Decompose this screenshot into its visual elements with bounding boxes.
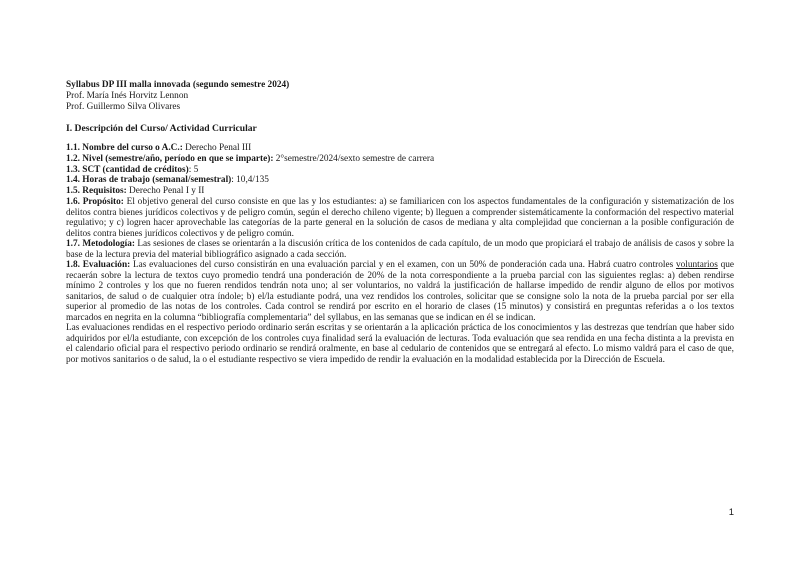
item-sct-label: 1.3. SCT (cantidad de créditos)	[66, 164, 189, 175]
item-evaluacion-label: 1.8. Evaluación:	[66, 260, 131, 271]
item-nivel	[66, 154, 734, 165]
item-nombre-label: 1.1. Nombre del curso o A.C.:	[66, 142, 183, 153]
item-proposito	[66, 197, 734, 239]
item-requisitos-label: 1.5. Requisitos:	[66, 186, 127, 197]
item-requisitos	[66, 186, 734, 197]
item-metodologia-label: 1.7. Metodología:	[66, 239, 135, 250]
closing-paragraph: Las evaluaciones rendidas en el respectivo periodo ordinario serán escritas y se orientarán a la aplicación práctica de los conocimientos y las destrezas que tendrían que haber sido adquiridos por el/la estudiante, con excepción de los controles cuya finalidad será la evaluación de lecturas. Toda evaluación que sea rendida en una fecha distinta a la prevista en el calendario oficial para el respectivo periodo ordinario se rendirá oralmente, en base al cedulario de contenidos que se entregará al efecto. Lo mismo valdrá para el caso de que, por motivos sanitarios o de salud, la o el estudiante respectivo se viera impedido de rendir la evaluación en la modalidad establecida por la Dirección de Escuela.	[66, 323, 734, 365]
item-evaluacion-text-a: Las evaluaciones del curso consistirán en una evaluación parcial y en el examen, con un 50% de ponderación cada una. Habrá cuatro controles	[130, 260, 676, 271]
item-metodologia	[66, 239, 734, 260]
item-horas-value: : 10,4/135	[231, 175, 269, 186]
section-heading: I. Descripción del Curso/ Actividad Curricular	[66, 122, 257, 134]
syllabus-page	[66, 80, 734, 365]
professor-1: Prof. María Inés Horvitz Lennon	[66, 90, 189, 101]
document-title: Syllabus DP III malla innovada (segundo semestre 2024)	[66, 80, 290, 90]
page-number: 1	[728, 507, 734, 518]
item-nivel-label: 1.2. Nivel (semestre/año, período en que se imparte):	[66, 153, 274, 164]
item-evaluacion-text-b: que recaerán sobre la lectura de textos cuyo promedio tendrá una ponderación de 20% de la nota correspondiente a la prueba parcial con las siguientes reglas: a) deben rendirse mínimo 2 controles y los que no fueren rendidos tendrán nota uno; al ser voluntarios, no valdrá la justificación de hallarse impedido de rendir alguno de ellos por motivos sanitarios, de salud o de cualquier otra índole; b) el/la estudiante podrá, una vez rendidos los controles, solicitar que se consigne solo la nota de la prueba parcial por ser ella superior al promedio de las notas de los controles. Cada control se rendirá por escrito en el horario de clases (15 minutos) y consistirá en preguntas referidas a o los textos marcados en negrita en la columna “bibliografía complementaria” del syllabus, en las semanas que se indican en él se indican.	[66, 260, 735, 323]
item-nivel-value: 2°semestre/2024/sexto semestre de carrera	[273, 153, 435, 164]
item-sct-value: : 5	[188, 164, 199, 175]
item-horas-label: 1.4. Horas de trabajo (semanal/semestral)	[66, 175, 232, 186]
item-nombre-value: Derecho Penal III	[182, 142, 252, 153]
item-evaluacion-underlined: voluntarios	[675, 260, 718, 271]
item-horas	[66, 175, 734, 186]
item-proposito-label: 1.6. Propósito:	[66, 197, 124, 208]
item-nombre	[66, 143, 734, 154]
item-requisitos-value: Derecho Penal I y II	[126, 186, 205, 197]
item-metodologia-text: Las sesiones de clases se orientarán a la discusión crítica de los contenidos de cada capítulo, de un modo que propiciará el trabajo de análisis de casos y sobre la base de la lectura previa del material bibliográfico asignado a cada sección.	[66, 239, 734, 260]
professor-2: Prof. Guillermo Silva Olivares	[66, 101, 181, 112]
item-sct	[66, 165, 734, 176]
item-evaluacion	[66, 260, 734, 323]
item-proposito-text: El objetivo general del curso consiste en que las y los estudiantes: a) se familiaricen con los aspectos fundamentales de la configuración y sistematización de los delitos contra bienes jurídicos colectivos y de peligro común, según el derecho chileno vigente; b) lleguen a comprender sistemáticamente la conformación del respectivo material regulativo; y c) logren hacer aprovechable las categorías de la parte general en la solución de casos de mediana y alta complejidad que conciernan a la posible configuración de delitos contra bienes jurídicos colectivos y de peligro común.	[66, 197, 734, 239]
